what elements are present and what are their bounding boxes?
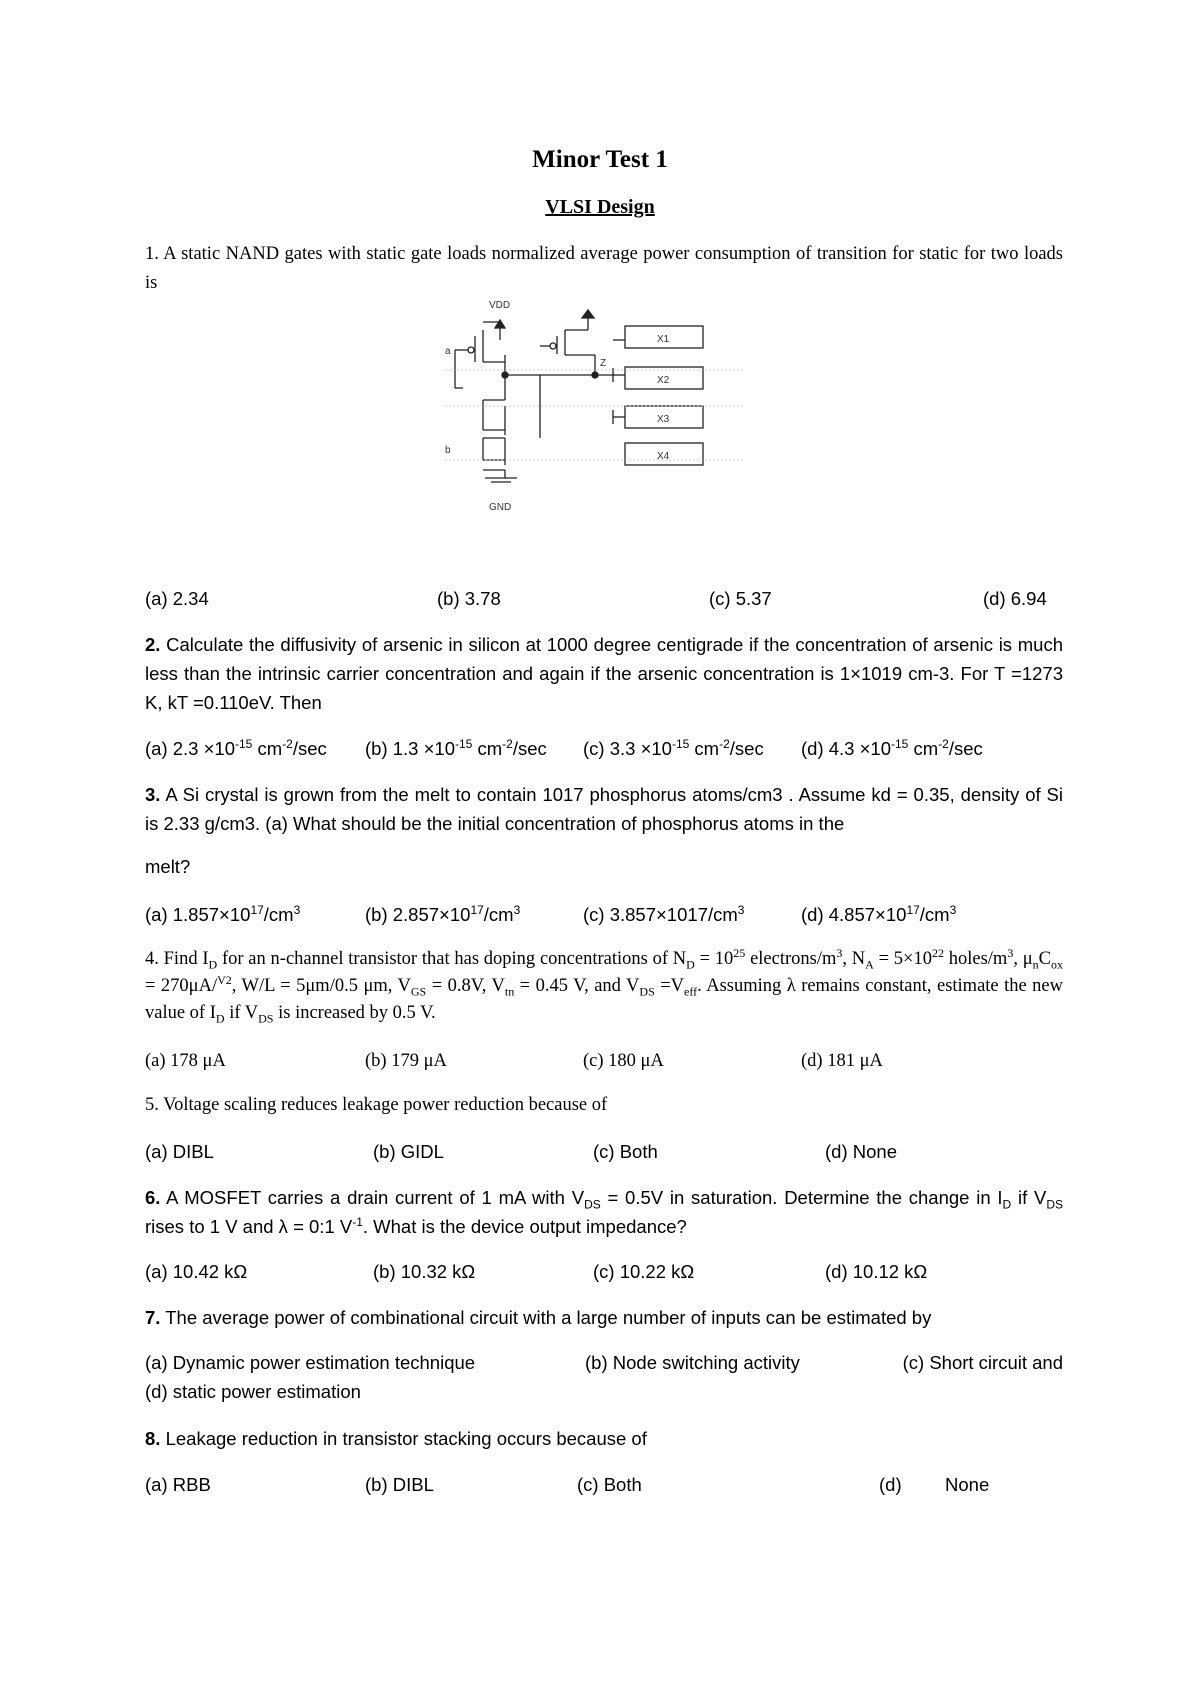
output-z-label: Z (600, 358, 607, 369)
option-a: (a) $1.857\times 10^{17}/cm^3$ (145, 902, 301, 925)
question-8-number: 8. (145, 1428, 161, 1449)
option-c: (c) Both (593, 1141, 658, 1162)
option-c: (c) Short circuit and (902, 1352, 1063, 1373)
question-5 (145, 1091, 1063, 1120)
option-d-label: (d) (879, 1474, 902, 1495)
option-d-value: None (945, 1474, 990, 1495)
question-2 (145, 630, 1063, 717)
question-7 (145, 1303, 1063, 1332)
option-b: (b) Node switching activity (585, 1352, 800, 1373)
option-c: (c) 10.22 kΩ (593, 1261, 695, 1282)
option-a: (a) 178 μA (145, 1051, 226, 1071)
load-x1-label: X1 (657, 334, 670, 345)
option-d: (d) 6.94 (983, 588, 1047, 609)
question-2-text: 2. Calculate the diffusivity of arsenic in silicon at 1000 degree centigrade if the concentration of arsenic is much less than the intrinsic carrier concentration and again if the arsenic concentration is 1×1019 cm-3. For T =1273 K, kT =0.110eV. Then (145, 634, 1064, 713)
question-3-tail: melt? (145, 856, 191, 877)
page-title: Minor Test 1 (532, 146, 668, 173)
option-d: (d) $4.3 \times 10^{-15}$ $cm^{-2}/\sec$ (801, 736, 983, 759)
question-1 (145, 240, 1063, 298)
load-x3-label: X3 (657, 414, 670, 425)
option-b: (b) $2.857\times 10^{17}/cm^3$ (365, 902, 521, 925)
question-3-text: 3. A Si crystal is grown from the melt to contain 1017 phosphorus atoms/cm3 . Assume kd = 0.35, density of Si is 2.33 g/cm3. (a) What should be the initial concentration of phosphorus atoms in the (145, 784, 1064, 834)
option-a: (a) 10.42 kΩ (145, 1261, 248, 1282)
option-d: (d) 10.12 kΩ (825, 1261, 928, 1282)
gnd-label: GND (489, 502, 512, 513)
question-4 (145, 946, 1063, 1027)
option-b: (b) DIBL (365, 1474, 434, 1495)
nand-circuit-diagram (445, 300, 805, 530)
question-2-number: 2. (145, 634, 161, 655)
question-3 (145, 780, 1063, 881)
option-b: (b) 10.32 kΩ (373, 1261, 476, 1282)
question-7-text: 7. The average power of combinational circuit with a large number of inputs can be estimated by (145, 1307, 932, 1328)
option-b: (b) $1.3 \times 10^{-15}$ $cm^{-2}/\sec$ (365, 736, 547, 759)
question-8-options (145, 1470, 1063, 1499)
option-b: (b) GIDL (373, 1141, 444, 1162)
option-d: (d) static power estimation (145, 1381, 361, 1402)
option-d: (d) 181 μA (801, 1051, 883, 1071)
option-a: (a) $2.3 \times 10^{-15}$ $cm^{-2}/\sec$ (145, 736, 327, 759)
vdd-label: VDD (489, 300, 511, 311)
question-5-text: 5. Voltage scaling reduces leakage power reduction because of (145, 1095, 608, 1115)
question-3-options (145, 900, 1063, 929)
question-8 (145, 1424, 1063, 1453)
option-c: (c) Both (577, 1474, 642, 1495)
option-b: (b) 3.78 (437, 588, 501, 609)
option-c: (c) $3.3 \times 10^{-15}$ $cm^{-2}/\sec$ (583, 736, 764, 759)
input-a-label: a (445, 346, 451, 357)
option-a: (a) DIBL (145, 1141, 214, 1162)
question-4-text: 4. Find $I_D$ for an n-channel transistor that has doping concentrations of $N_D = 10^{25}$ electrons/$m^3$, $N_A = 5\times 10^{22}$ holes/$m^3$, $\mu_nC_{ox} = 270\mu A/^{V2}$, W/L = 5μm/0.5 μm, $V_{GS} = 0.8V$, $V_{tn} = 0.45$ V, and $V_{DS} =V_{eff}$. Assuming λ remains constant, estimate the new value of $I_D$ if $V_{DS}$ is increased by 0.5 V. (145, 945, 1064, 1026)
question-3-number: 3. (145, 784, 161, 805)
question-8-text: 8. Leakage reduction in transistor stacking occurs because of (145, 1428, 647, 1449)
option-d: (d) $4.857\times 10^{17}/cm^3$ (801, 902, 957, 925)
question-1-text: 1. A static NAND gates with static gate loads normalized average power consumption of transition for static for two loads is (145, 244, 1063, 293)
question-6-options (145, 1257, 1063, 1286)
load-x2-label: X2 (657, 375, 670, 386)
option-c: (c) $3.857\times 1017/cm^3$ (583, 902, 745, 925)
question-6-text: 6. A MOSFET carries a drain current of 1 mA with $V_{DS} = 0.5V$ in saturation. Determine the change in $I_D$ if $V_{DS}$ rises to 1 V and λ = 0:1 $V^{-1}$. What is the device output impedance? (145, 1187, 1063, 1237)
question-4-options (145, 1047, 1063, 1076)
question-2-options (145, 734, 1063, 763)
option-a: (a) Dynamic power estimation technique (145, 1352, 476, 1373)
option-a: (a) RBB (145, 1474, 211, 1495)
question-5-options (145, 1137, 1063, 1166)
option-a: (a) 2.34 (145, 588, 209, 609)
option-b: (b) 179 μA (365, 1051, 447, 1071)
input-b-label: b (445, 445, 451, 456)
question-1-options (145, 584, 1063, 613)
page-subtitle: VLSI Design (545, 196, 655, 218)
question-7-options (145, 1348, 1063, 1406)
option-c: (c) 180 μA (583, 1051, 664, 1071)
question-6 (145, 1183, 1063, 1241)
load-x4-label: X4 (657, 451, 670, 462)
option-c: (c) 5.37 (709, 588, 772, 609)
question-7-number: 7. (145, 1307, 161, 1328)
question-6-number: 6. (145, 1187, 161, 1208)
option-d: (d) None (825, 1141, 897, 1162)
